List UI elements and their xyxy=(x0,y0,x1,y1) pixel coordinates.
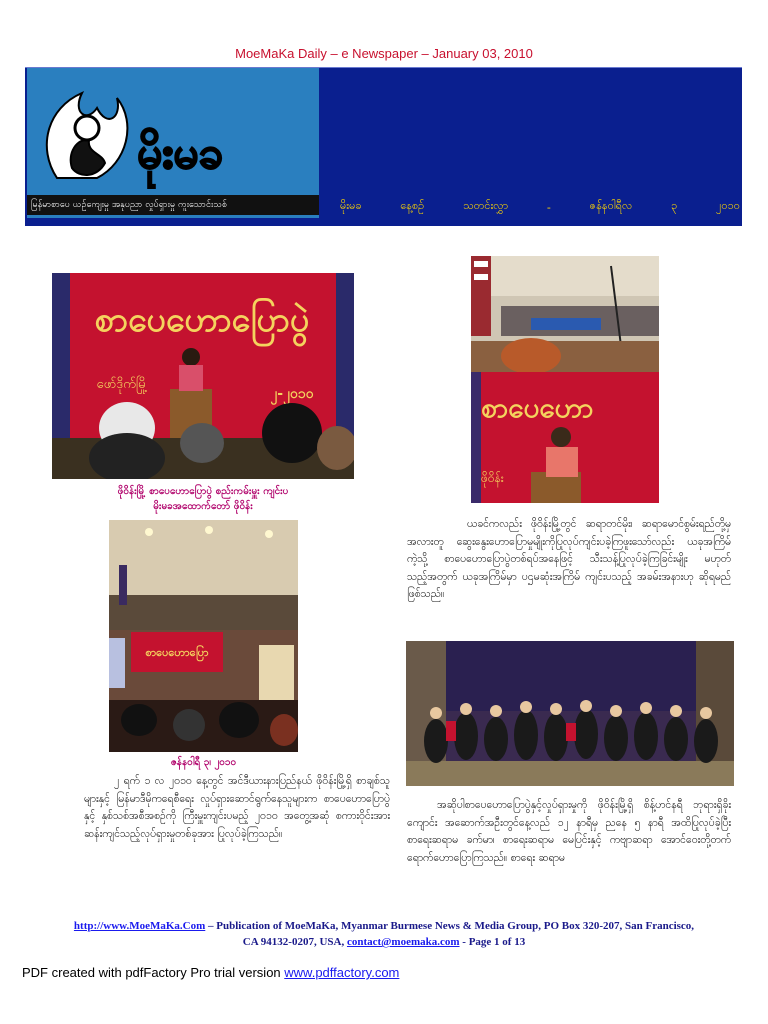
logo-text: မိုးမခ xyxy=(137,128,224,179)
photo-crowd-hall xyxy=(471,256,659,372)
dateline-part: သတင်းလွှာ xyxy=(463,199,509,212)
article-right-text-1: ယခင်ကလည်း ဖိုဝိန်းမြို့တွင် ဆရာတင်မိုး၊ ဆရာမောင်စွမ်းရည်တို့မှ အလားတူ ဆွေးနွေးဟောပြောမှုမျိုးကိုပြုလုပ်ကျင်းပခဲ့ကြဖူးသော်လည်း ယခုအကြိမ်ကဲ့သို့ စာပေဟောပြောပွဲတစ်ရပ်အနေဖြင့် သီးသန့်ပြုလုပ်ခဲ့ကြခြင်းမျိုး မဟုတ်သည့်အတွက် ယခုအကြိမ်မှာ ပဌမဆုံးအကြိမ် ကျင်းပသည့် အခမ်းအနားဟု ဆိုရမည်ဖြစ်သည်။ xyxy=(407,518,731,600)
pdf-note-text: PDF created with pdfFactory Pro trial version xyxy=(22,965,285,980)
footer-line1: – Publication of MoeMaKa, Myanmar Burmese News & Media Group, PO Box 320-207, San Francisco, xyxy=(205,920,695,932)
footer-line2-pre: CA 94132-0207, USA, xyxy=(242,936,347,948)
article-left-text: ၂ ရက် ၁ လ ၂၀၁၀ နေ့တွင် အင်ဒီယားနားပြည်နယ် ဖိုဝိန်းမြို့ရှိ စာချစ်သူများနှင့် မြန်မာဒီမိုကရေစီရေး လှုပ်ရှားဆောင်ရွက်နေသူများက စာပေဟောပြောပွဲနှင့် နှစ်သစ်အစီအစဉ်ကို ကြီးမှူးကျင်းပမည့် ၂၀၁၀ အတွေ့အဆုံ စကားဝိုင်းအား ဆန်းကျင်သည့်လုပ်ရှားမှုတစ်ခုအား ပြုလုပ်ခဲ့ကြသည်။ xyxy=(84,775,390,840)
dateline-part: ၃ xyxy=(671,199,678,212)
caption-line: မိုးမခအထောက်တော် ဖိုဝိန်း xyxy=(153,501,253,512)
dateline-part: နေ့စဉ် xyxy=(400,199,425,212)
dateline-part: ဇန်နဝါရီလ xyxy=(589,199,633,212)
photo-hall-audience xyxy=(109,520,298,752)
pdffactory-link[interactable]: www.pdffactory.com xyxy=(284,965,400,980)
banner-text: စာပေဟောပြောပွဲ xyxy=(94,300,310,340)
banner-year: ၂-၂၀၁၀ xyxy=(270,386,314,402)
dateline-part: ၂၀၁၀ xyxy=(716,199,740,212)
caption-line: ဖိုဝိန်းမြို့ စာပေဟောပြောပွဲ စည်းကမ်းမှူး ကျင်းပ xyxy=(117,486,289,497)
dateline-part: မိုးမခ xyxy=(340,199,362,212)
banner-text: စာပေဟော xyxy=(481,391,594,424)
banner-subtext: ဖိုဝိန်း xyxy=(481,471,504,485)
banner-text: စာပေဟောပြော xyxy=(145,646,209,659)
caption-photo2: ဇန်နဝါရီ ၃၊ ၂၀၁၀ xyxy=(170,757,237,768)
newspaper-title: MoeMaKa Daily – e Newspaper – January 03, 2010 xyxy=(235,46,533,61)
website-link[interactable]: http://www.MoeMaKa.Com xyxy=(73,920,206,932)
masthead-dateline xyxy=(340,196,740,218)
caption-photo1 xyxy=(52,484,354,514)
article-right-text-2: အဆိုပါစာပေဟောပြောပွဲနှင့်လှုပ်ရှားမှုကို ဖိုဝိန်းမြို့ရှိ စိန့်ဟင်နရီ ဘုရားရှိခိုးကျောင်း အဆောက်အဦးတွင်နေ့လည် ၁၂ နာရီမှ ညနေ ၅ နာရီ အထိပြုလုပ်ခဲ့ပြီး စာရေးဆရာမ ခက်မာ၊ စာရေးဆရာမ မေပြင်းနှင့် ကဗျာဆရာ အောင်ဝေးတို့တက်ရောက်ဟောပြောကြသည်။ စာရေး ဆရာမ xyxy=(407,799,731,864)
page-footer xyxy=(20,918,748,950)
footer-page-number: - Page 1 of 13 xyxy=(459,936,526,948)
pdf-creator-note xyxy=(22,965,399,980)
photo-speaker-woman xyxy=(52,273,354,479)
photo-speaker-man xyxy=(471,372,659,503)
banner-subtext: ဖော်ဒိုက်မြို့ xyxy=(96,377,148,392)
masthead-tagline: မြန်မာစာပေ ယဉ်ကျေးမှု အနုပညာ လှုပ်ရှားမှု ကူးသောင်းသစ် xyxy=(27,195,319,215)
photo-group xyxy=(406,641,734,786)
email-link[interactable]: contact@moemaka.com xyxy=(346,936,460,948)
dateline-part: - xyxy=(546,200,551,214)
